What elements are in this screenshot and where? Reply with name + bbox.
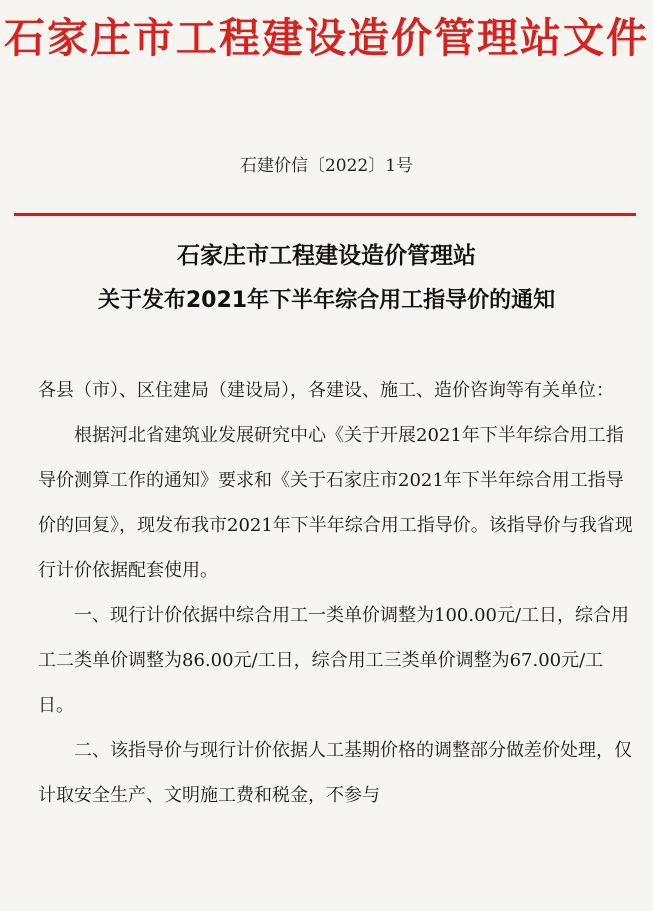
addressee-paragraph: 各县（市）、区住建局（建设局），各建设、施工、造价咨询等有关单位： (38, 380, 614, 401)
notice-title-line-1: 石家庄市工程建设造价管理站 (177, 243, 476, 269)
body-paragraph-item-1: 一、现行计价依据中综合用工一类单价调整为100.00元/工日，综合用工二类单价调整为86.00元/工日，综合用工三类单价调整为67.00元/工日。 (38, 605, 630, 716)
document-header-title: 石家庄市工程建设造价管理站文件 (4, 14, 649, 62)
header-red-divider (14, 213, 636, 216)
document-number: 石建价信〔2022〕1号 (239, 156, 414, 176)
body-paragraph-item-2: 二、该指导价与现行计价依据人工基期价格的调整部分做差价处理，仅计取安全生产、文明施工费和税金，不参与 (38, 740, 632, 806)
document-body (38, 368, 638, 818)
body-paragraph-intro: 根据河北省建筑业发展研究中心《关于开展2021年下半年综合用工指导价测算工作的通知》要求和《关于石家庄市2021年下半年综合用工指导价的回复》，现发布我市2021年下半年综合用工指导价。该指导价与我省现行计价依据配套使用。 (38, 425, 633, 581)
notice-title-line-2: 关于发布2021年下半年综合用工指导价的通知 (97, 288, 556, 313)
